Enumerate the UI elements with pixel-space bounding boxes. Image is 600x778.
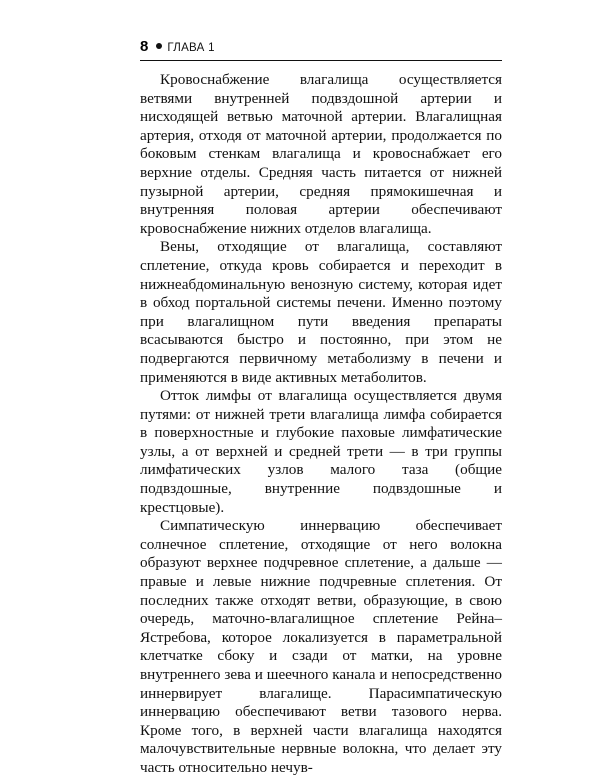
book-page bbox=[140, 38, 502, 778]
paragraph-veins: Вены, отходящие от влагалища, составляют сплетение, откуда кровь собирается и переходит в нижнеабдоминальную венозную систему, которая идет в обход портальной системы печени. Именно поэтому при влагалищном пути введения препараты всасываются быстро и постоянно, при этом не подвергаются первичному метаболизму в печени и применяются в виде активных метаболитов. bbox=[140, 238, 502, 386]
paragraph-innervation: Симпатическую иннервацию обеспечивает солнечное сплетение, отходящие от него волокна образуют верхнее подчревное сплетение, а дальше — правые и левые нижние подчревные сплетения. От последних также отходят ветви, образующие, в свою очередь, маточно-влагалищное сплетение Рейна–Ястребова, которое локализуется в параметральной клетчатке сбоку и сзади от матки, на уровне внутреннего зева и шеечного канала и непосредственно иннервирует влагалище. Парасимпатическую иннервацию обеспечивают ветви тазового нерва. Кроме того, в верхней части влагалища находятся малочувствительные нервные волокна, что делает эту часть относительно нечув- bbox=[140, 517, 502, 776]
page-number: 8 bbox=[140, 38, 149, 55]
bullet-icon bbox=[156, 43, 162, 49]
chapter-title: ГЛАВА 1 bbox=[167, 42, 215, 54]
running-header bbox=[140, 38, 502, 61]
body-text bbox=[140, 71, 502, 778]
paragraph-lymph: Отток лимфы от влагалища осуществляется двумя путями: от нижней трети влагалища лимфа собирается в поверхностные и глубокие паховые лимфатические узлы, а от верхней и средней трети — в три группы лимфатических узлов малого таза (общие подвздошные, внутренние подвздошные и крестцовые). bbox=[140, 387, 502, 516]
paragraph-blood-supply: Кровоснабжение влагалища осуществляется ветвями внутренней подвздошной артерии и нисходящей ветвью маточной артерии. Влагалищная артерия, отходя от маточной артерии, продолжается по боковым стенкам влагалища и кровоснабжает его верхние отделы. Средняя часть питается от нижней пузырной артерии, средняя прямокишечная и внутренняя половая артерии обеспечивают кровоснабжение нижних отделов влагалища. bbox=[140, 71, 502, 237]
